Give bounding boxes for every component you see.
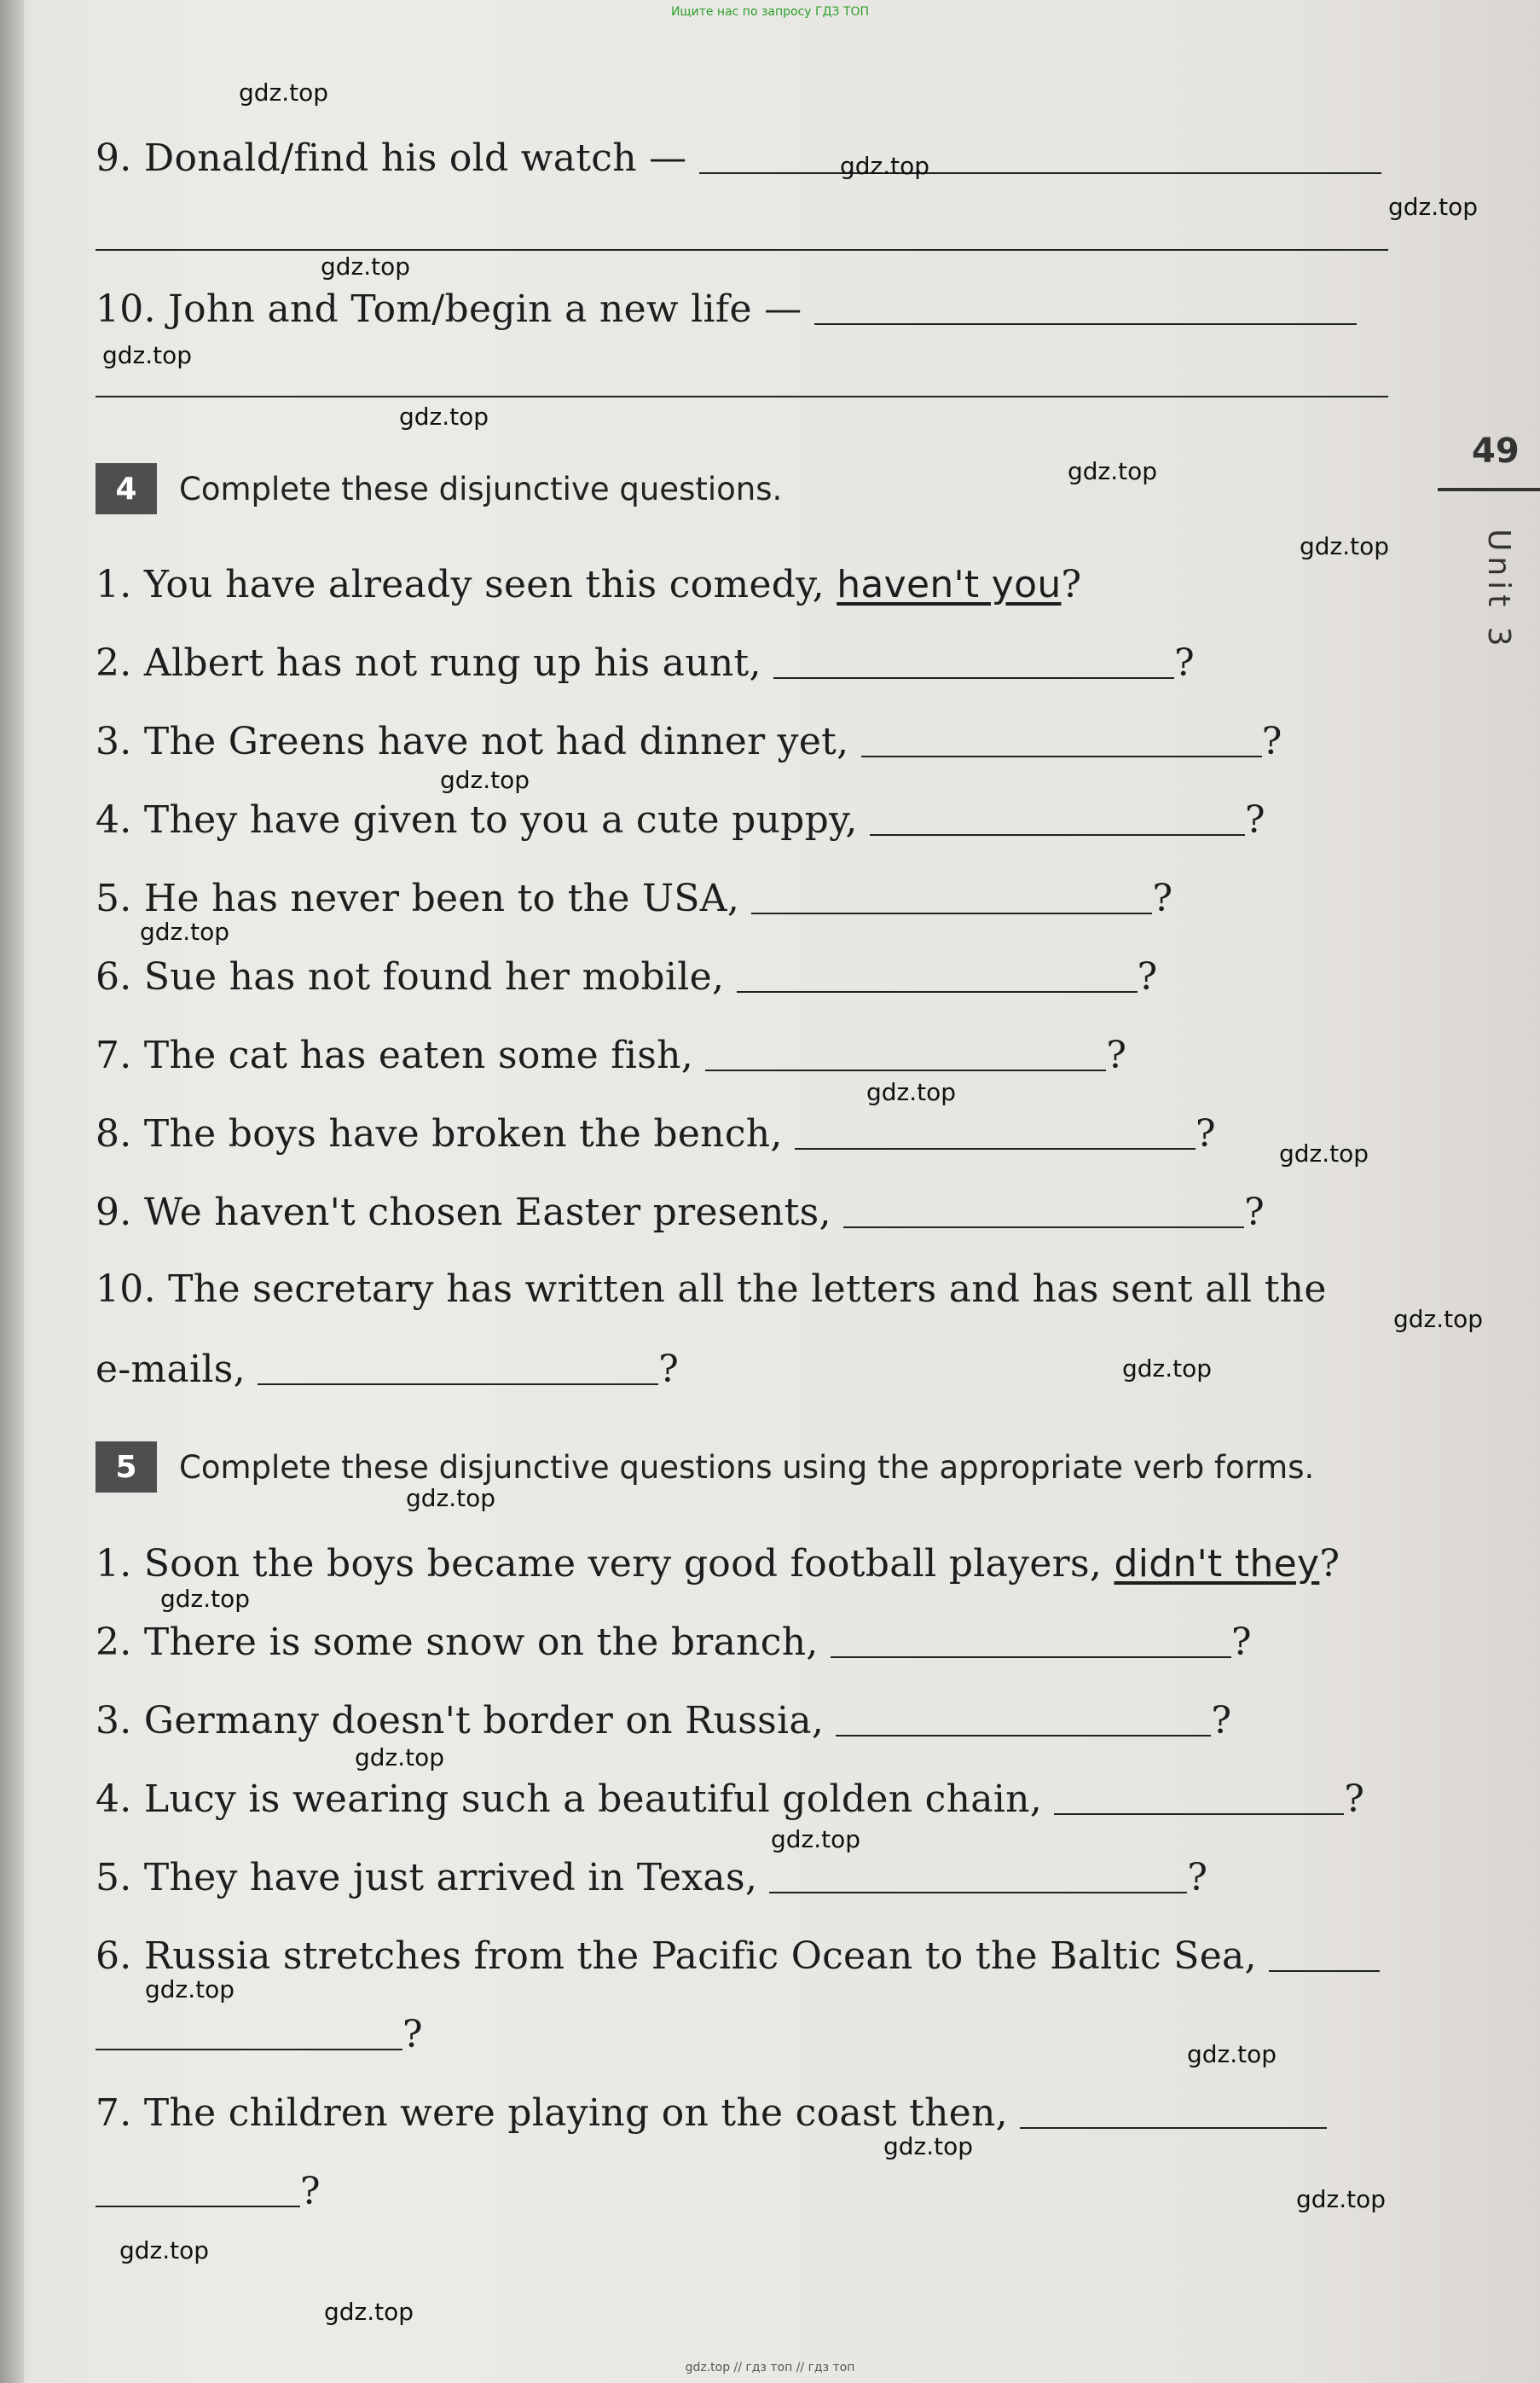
item-text: 3. Germany doesn't border on Russia,	[96, 1699, 825, 1742]
watermark: gdz.top	[160, 1585, 251, 1613]
item-text: 9. Donald/find his old watch —	[96, 136, 687, 180]
watermark: gdz.top	[406, 1484, 496, 1512]
question-mark: ?	[1195, 1112, 1216, 1156]
ex5-item-5	[96, 1854, 1207, 1902]
item-text: 9. We haven't chosen Easter presents,	[96, 1191, 831, 1234]
item-text: 7. The children were playing on the coast then,	[96, 2091, 1008, 2135]
ex4-item-4	[96, 797, 1265, 844]
ex4-item-5	[96, 875, 1172, 923]
ex4-item-6	[96, 954, 1157, 1001]
watermark: gdz.top	[1279, 1139, 1369, 1168]
watermark: gdz.top	[771, 1825, 861, 1853]
watermark: gdz.top	[324, 2298, 414, 2326]
item-text: e-mails,	[96, 1348, 246, 1391]
watermark: gdz.top	[239, 78, 329, 107]
item-text: 10. The secretary has written all the letters and has sent all the	[96, 1267, 1327, 1311]
ex5-item-6-cont	[96, 2011, 423, 2059]
question-mark: ?	[402, 2013, 423, 2056]
ex4-item-10	[96, 1266, 1327, 1313]
answer-blank-line[interactable]	[96, 394, 1388, 397]
question-mark: ?	[1137, 955, 1158, 999]
watermark: gdz.top	[1068, 457, 1158, 485]
watermark: gdz.top	[399, 403, 489, 431]
ex5-item-7-cont	[96, 2168, 321, 2216]
book-spine-shadow	[0, 0, 24, 2383]
exercise-4-header	[96, 463, 782, 514]
page-number: 49	[1472, 432, 1520, 471]
watermark: gdz.top	[866, 1078, 957, 1106]
question-mark: ?	[1187, 1856, 1208, 1899]
answer-blank[interactable]	[836, 1701, 1211, 1737]
answer-blank[interactable]	[795, 1114, 1196, 1150]
item-text: 8. The boys have broken the bench,	[96, 1112, 783, 1156]
watermark: gdz.top	[145, 1975, 235, 2003]
answer-blank[interactable]	[843, 1192, 1244, 1228]
exercise-title: Complete these disjunctive questions.	[179, 470, 783, 507]
answer-blank[interactable]	[831, 1622, 1231, 1658]
watermark: gdz.top	[102, 341, 193, 369]
question-mark: ?	[1230, 1621, 1252, 1664]
ex5-item-2	[96, 1619, 1252, 1667]
question-mark: ?	[1211, 1699, 1232, 1742]
question-mark: ?	[1245, 798, 1265, 842]
exercise-title: Complete these disjunctive questions using the appropriate verb forms.	[179, 1448, 1315, 1486]
question-mark: ?	[1319, 1542, 1340, 1586]
top-banner[interactable]: Ищите нас по запросу ГДЗ ТОП	[670, 5, 870, 19]
answer-blank[interactable]	[769, 1858, 1187, 1893]
watermark: gdz.top	[355, 1743, 445, 1771]
question-mark: ?	[658, 1348, 680, 1391]
watermark: gdz.top	[1187, 2040, 1277, 2068]
watermark: gdz.top	[1300, 532, 1390, 560]
ex4-item-8	[96, 1110, 1216, 1158]
item-text: 5. He has never been to the USA,	[96, 877, 740, 920]
ex5-item-4	[96, 1776, 1364, 1823]
ex5-item-1	[96, 1540, 1340, 1588]
answer-blank[interactable]	[96, 2015, 402, 2050]
question-mark: ?	[1106, 1034, 1127, 1077]
question-mark: ?	[1152, 877, 1173, 920]
question-mark: ?	[1261, 720, 1282, 763]
exercise-number-badge: 5	[96, 1441, 157, 1493]
ex4-item-2	[96, 640, 1195, 687]
question-mark: ?	[1061, 563, 1082, 606]
answer-blank[interactable]	[861, 722, 1262, 757]
ex4-item-1	[96, 561, 1081, 609]
ex4-item-7	[96, 1032, 1126, 1080]
answer-blank[interactable]	[699, 138, 1381, 174]
watermark: gdz.top	[440, 766, 530, 794]
page-number-rule	[1438, 488, 1540, 491]
item-text: 1. Soon the boys became very good football players,	[96, 1542, 1103, 1586]
watermark: gdz.top	[321, 252, 411, 281]
item-text: 6. Russia stretches from the Pacific Ocean to the Baltic Sea,	[96, 1934, 1257, 1978]
ex4-item-9	[96, 1189, 1265, 1237]
item-text: 5. They have just arrived in Texas,	[96, 1856, 758, 1899]
item-text: 4. They have given to you a cute puppy,	[96, 798, 858, 842]
answer-blank[interactable]	[751, 878, 1152, 914]
item-text: 2. Albert has not rung up his aunt,	[96, 641, 761, 685]
question-mark: ?	[1244, 1191, 1265, 1234]
unit-label: Unit 3	[1481, 529, 1516, 652]
ex5-item-3	[96, 1697, 1231, 1745]
exercise-5-header	[96, 1441, 1314, 1493]
answer-blank[interactable]	[1020, 2093, 1327, 2129]
answer-blank[interactable]	[1269, 1936, 1380, 1972]
item-text: 6. Sue has not found her mobile,	[96, 955, 725, 999]
watermark: gdz.top	[119, 2236, 210, 2264]
prev-item-10	[96, 286, 1357, 333]
item-text: 4. Lucy is wearing such a beautiful golden chain,	[96, 1777, 1043, 1821]
question-mark: ?	[1344, 1777, 1365, 1821]
question-mark: ?	[1174, 641, 1195, 685]
ex5-item-7	[96, 2090, 1327, 2137]
answer-blank[interactable]	[705, 1035, 1106, 1071]
answer-blank[interactable]	[773, 643, 1174, 679]
watermark: gdz.top	[1122, 1354, 1213, 1383]
item-text: 7. The cat has eaten some fish,	[96, 1034, 694, 1077]
answer-blank[interactable]	[814, 289, 1357, 325]
ex4-item-10-cont	[96, 1346, 679, 1394]
filled-answer: haven't you	[837, 563, 1062, 606]
ex4-item-3	[96, 718, 1282, 766]
question-mark: ?	[300, 2170, 321, 2213]
prev-item-9	[96, 135, 1381, 183]
item-text: 2. There is some snow on the branch,	[96, 1621, 819, 1664]
bottom-banner[interactable]: gdz.top // гдз топ // гдз топ	[685, 2361, 855, 2374]
answer-blank[interactable]	[1054, 1779, 1344, 1815]
ex5-item-6	[96, 1933, 1380, 1980]
filled-answer: didn't they	[1114, 1542, 1320, 1586]
watermark: gdz.top	[1296, 2185, 1387, 2213]
watermark: gdz.top	[140, 918, 230, 946]
watermark: gdz.top	[1388, 193, 1479, 221]
answer-blank[interactable]	[96, 2171, 300, 2207]
watermark: gdz.top	[840, 152, 930, 180]
answer-blank[interactable]	[737, 957, 1138, 993]
item-text: 1. You have already seen this comedy,	[96, 563, 825, 606]
item-text: 10. John and Tom/begin a new life —	[96, 287, 802, 331]
answer-blank[interactable]	[258, 1349, 658, 1385]
exercise-number-badge: 4	[96, 463, 157, 514]
watermark: gdz.top	[1393, 1305, 1484, 1333]
item-text: 3. The Greens have not had dinner yet,	[96, 720, 849, 763]
answer-blank[interactable]	[870, 800, 1245, 836]
watermark: gdz.top	[883, 2132, 974, 2160]
answer-blank-line[interactable]	[96, 247, 1388, 251]
